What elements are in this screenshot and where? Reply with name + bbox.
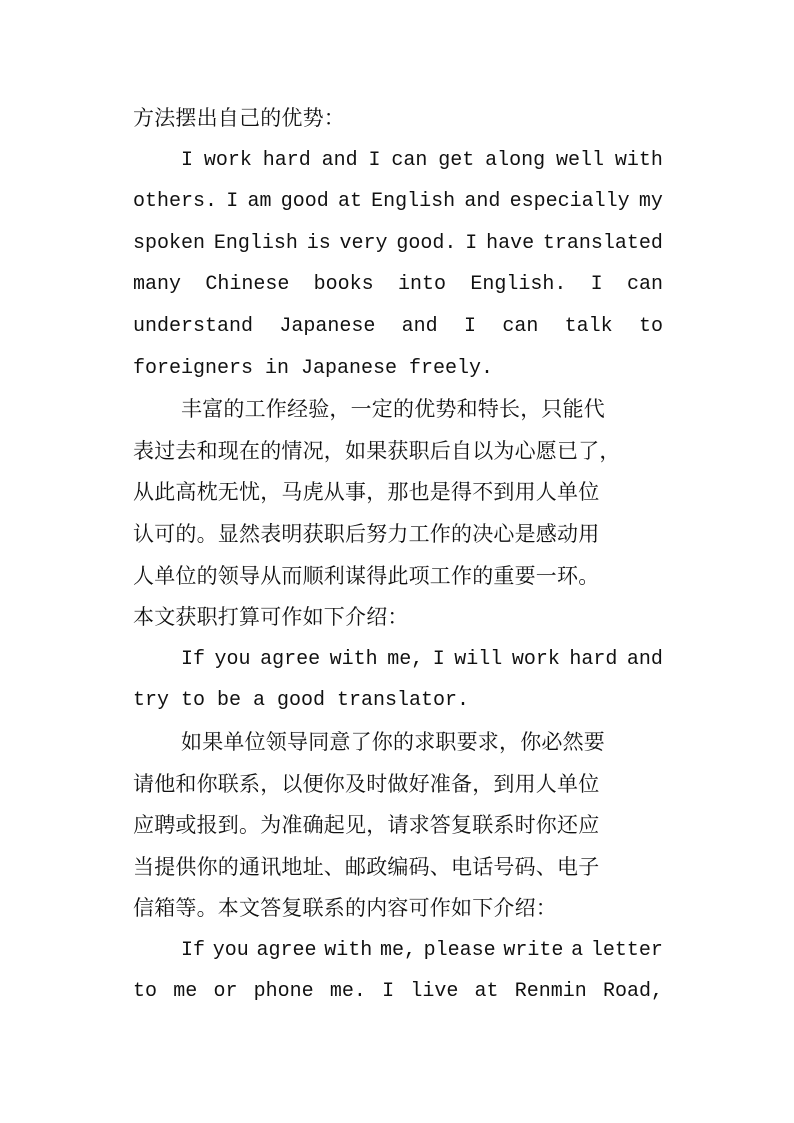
text-line: try to be a good translator.	[133, 689, 470, 713]
text-word: phone	[253, 980, 314, 1004]
text-word: I	[368, 148, 381, 172]
text-word: I	[464, 314, 477, 338]
text-word: and	[464, 190, 501, 214]
text-word: and	[626, 647, 663, 671]
text-word: especially	[509, 190, 630, 214]
text-word: you	[212, 938, 249, 962]
text-word: to	[133, 980, 158, 1004]
text-line: 应聘或报到。为准确起见，请求答复联系时你还应	[133, 813, 600, 838]
text-line: 信箱等。本文答复联系的内容可作如下介绍：	[133, 896, 557, 921]
text-word: work	[203, 148, 252, 172]
text-word: am	[247, 190, 272, 214]
text-line: 方法摆出自己的优势：	[133, 106, 345, 130]
text-word: letter	[590, 938, 663, 962]
text-word: can	[502, 314, 539, 338]
text-line: 人单位的领导从而顺利谋得此项工作的重要一环。	[133, 563, 600, 588]
text-line	[133, 223, 663, 265]
text-word: get	[438, 148, 475, 172]
text-line: 本文获职打算可作如下介绍：	[133, 605, 409, 630]
document-body	[133, 98, 663, 1013]
text-word: write	[503, 938, 564, 962]
text-word: I	[382, 980, 395, 1004]
text-word: at	[337, 190, 362, 214]
text-word: spoken	[133, 231, 206, 255]
text-word: understand	[133, 314, 254, 338]
text-word: Japanese	[279, 314, 376, 338]
text-word: Road,	[602, 980, 663, 1004]
text-word: can	[391, 148, 428, 172]
text-word: will	[454, 647, 503, 671]
text-word: others.	[133, 190, 218, 214]
text-word: please	[423, 938, 496, 962]
text-word: good	[280, 190, 329, 214]
text-word: my	[638, 190, 663, 214]
text-word: English.	[470, 273, 567, 297]
text-line	[133, 639, 663, 681]
text-line	[133, 306, 663, 348]
text-word: agree	[260, 647, 321, 671]
text-word: I	[181, 148, 194, 172]
text-word: at	[474, 980, 499, 1004]
text-word: Chinese	[205, 273, 290, 297]
text-line: 当提供你的通讯地址、邮政编码、电话号码、电子	[133, 854, 600, 879]
text-word: many	[133, 273, 182, 297]
text-word: English	[371, 190, 456, 214]
text-word: I	[465, 231, 478, 255]
text-word: along	[485, 148, 546, 172]
text-word: work	[511, 647, 560, 671]
text-line	[133, 140, 663, 182]
text-word: translated	[542, 231, 663, 255]
text-word: I	[432, 647, 445, 671]
text-word: with	[329, 647, 378, 671]
text-word: me,	[387, 647, 424, 671]
text-word: into	[397, 273, 446, 297]
text-line	[133, 930, 663, 972]
text-line: 丰富的工作经验，一定的优势和特长，只能代	[181, 397, 605, 422]
text-word: Renmin	[514, 980, 587, 1004]
text-word: well	[556, 148, 605, 172]
text-line: foreigners in Japanese freely.	[133, 356, 494, 380]
text-word: or	[213, 980, 238, 1004]
text-line: 表过去和现在的情况，如果获职后自以为心愿已了，	[133, 438, 621, 463]
text-word: is	[306, 231, 331, 255]
text-word: you	[214, 647, 251, 671]
text-word: English	[213, 231, 298, 255]
text-word: me.	[329, 980, 366, 1004]
text-word: If	[181, 938, 206, 962]
text-word: can	[626, 273, 663, 297]
text-word: and	[321, 148, 358, 172]
text-line	[133, 264, 663, 306]
text-line	[133, 971, 663, 1013]
text-word: good.	[396, 231, 457, 255]
text-word: very	[339, 231, 388, 255]
text-word: to	[638, 314, 663, 338]
text-word: If	[181, 647, 206, 671]
text-word: with	[614, 148, 663, 172]
text-word: with	[324, 938, 373, 962]
text-word: me,	[379, 938, 416, 962]
text-word: hard	[569, 647, 618, 671]
text-line	[133, 181, 663, 223]
text-word: hard	[262, 148, 311, 172]
text-line: 请他和你联系，以便你及时做好准备，到用人单位	[133, 771, 600, 796]
text-word: I	[590, 273, 603, 297]
text-word: have	[486, 231, 535, 255]
text-word: talk	[564, 314, 613, 338]
text-word: live	[410, 980, 459, 1004]
text-line: 如果单位领导同意了你的求职要求，你必然要	[181, 729, 605, 754]
text-line: 认可的。显然表明获职后努力工作的决心是感动用	[133, 521, 600, 546]
text-word: agree	[256, 938, 317, 962]
text-word: books	[313, 273, 374, 297]
text-word: me	[173, 980, 198, 1004]
text-word: I	[226, 190, 239, 214]
text-word: a	[571, 938, 584, 962]
text-line: 从此高枕无忧，马虎从事，那也是得不到用人单位	[133, 480, 600, 505]
text-word: and	[401, 314, 438, 338]
